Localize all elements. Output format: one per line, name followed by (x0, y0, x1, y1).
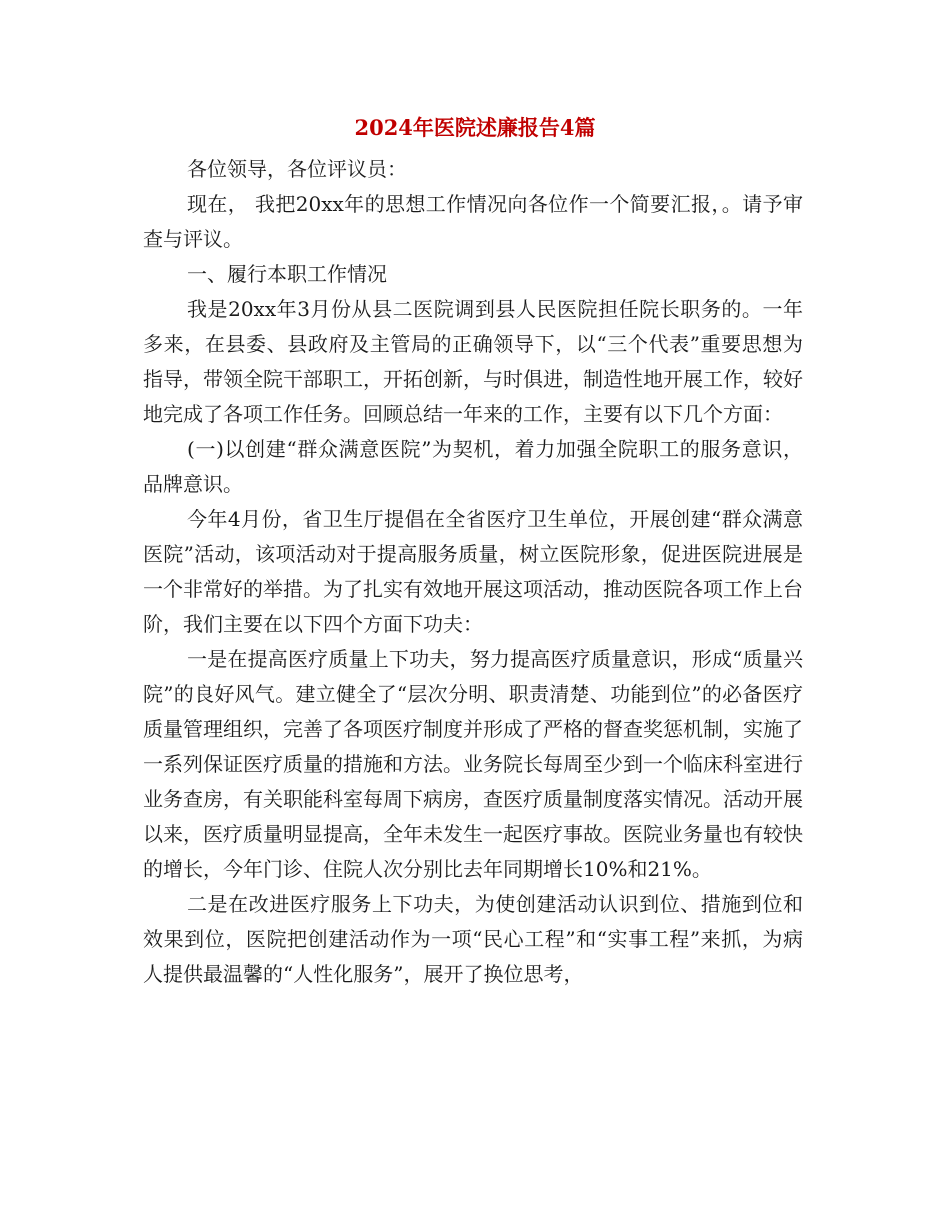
paragraph-campaign: 今年4月份，省卫生厅提倡在全省医疗卫生单位，开展创建“群众满意医院”活动，该项活动对于提高服务质量，树立医院形象，促进医院进展是一个非常好的举措。为了扎实有效地开展这项活动，推动医院各项工作上台阶，我们主要在以下四个方面下功夫： (143, 507, 803, 636)
document-body (143, 152, 803, 992)
document-title: 2024年医院述廉报告4篇 (354, 115, 596, 140)
paragraph-overview: 我是20xx年3月份从县二医院调到县人民医院担任院长职务的。一年多来，在县委、县政府及主管局的正确领导下，以“三个代表”重要思想为指导，带领全院干部职工，开拓创新，与时俱进，制造性地开展工作，较好地完成了各项工作任务。回顾总结一年来的工作，主要有以下几个方面： (143, 297, 803, 426)
paragraph-intro: 现在， 我把20xx年的思想工作情况向各位作一个简要汇报，。请予审查与评议。 (143, 192, 803, 251)
paragraph-greeting: 各位领导，各位评议员： (187, 157, 407, 181)
subsection-heading-1: (一)以创建“群众满意医院”为契机，着力加强全院职工的服务意识，品牌意识。 (143, 437, 803, 496)
section-heading-duties: 一、履行本职工作情况 (187, 262, 387, 286)
paragraph-quality: 一是在提高医疗质量上下功夫，努力提高医疗质量意识，形成“质量兴院”的良好风气。建立健全了“层次分明、职责清楚、功能到位”的必备医疗质量管理组织，完善了各项医疗制度并形成了严格的督查奖惩机制，实施了一系列保证医疗质量的措施和方法。业务院长每周至少到一个临床科室进行业务查房，有关职能科室每周下病房，查医疗质量制度落实情况。活动开展以来，医疗质量明显提高，全年未发生一起医疗事故。医院业务量也有较快的增长，今年门诊、住院人次分别比去年同期增长10%和21%。 (143, 647, 803, 881)
paragraph-service: 二是在改进医疗服务上下功夫，为使创建活动认识到位、措施到位和效果到位，医院把创建活动作为一项“民心工程”和“实事工程”来抓，为病人提供最温馨的“人性化服务”，展开了换位思考， (143, 892, 803, 986)
